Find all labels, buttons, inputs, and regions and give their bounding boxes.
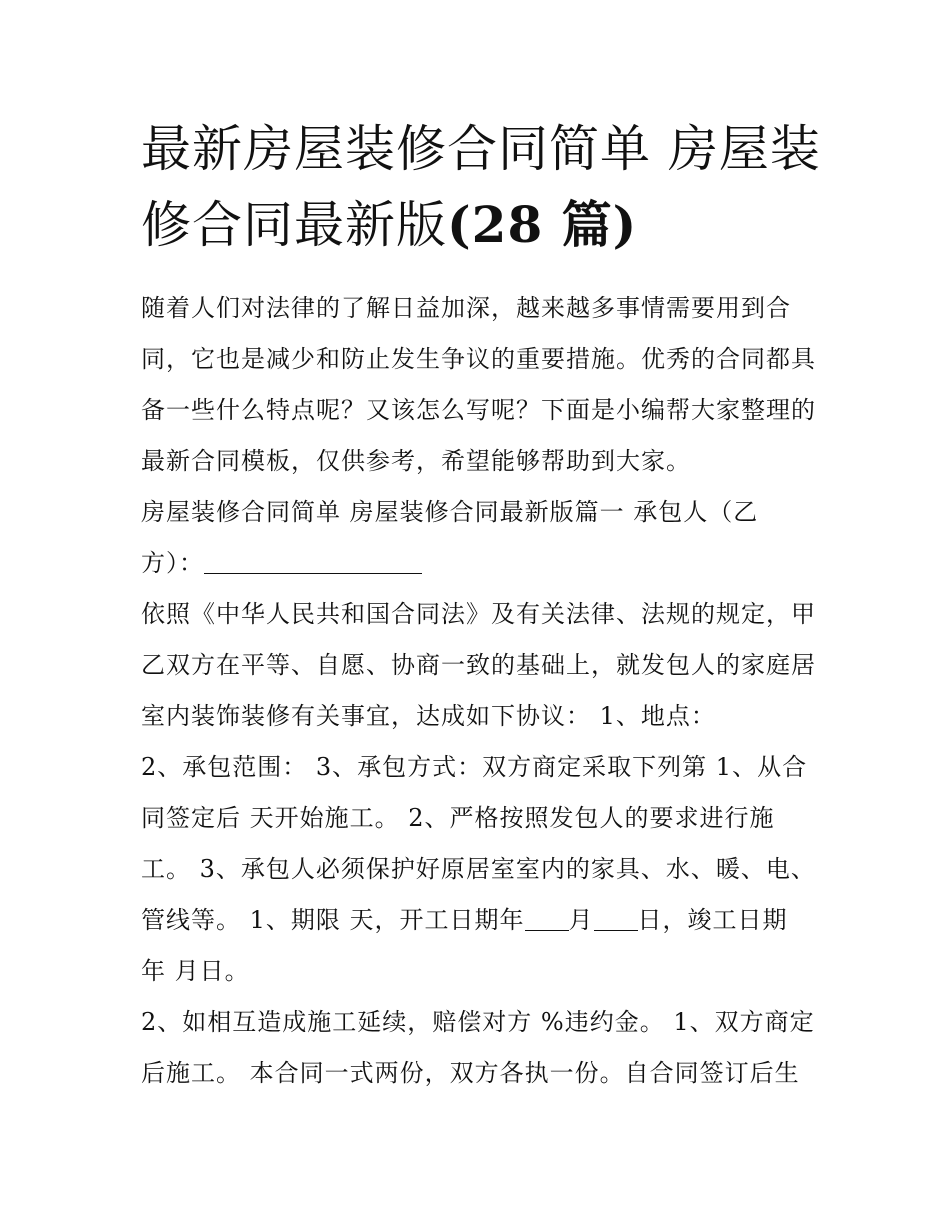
start-month-blank: [525, 906, 569, 931]
delay-paragraph: 2、如相互造成施工延续，赔偿对方 %违约金。 1、双方商定后施工。 本合同一式两份，双方各执一份。自合同签订后生: [141, 1008, 815, 1087]
section-heading-paragraph: [141, 487, 821, 589]
month-label: 月: [568, 906, 594, 934]
contractor-name-blank: [204, 549, 422, 574]
scope-paragraph: [141, 742, 821, 997]
section-heading-text: 房屋装修合同简单 房屋装修合同最新版篇一 承包人（乙方）：: [141, 498, 759, 577]
document-title: [141, 112, 821, 263]
title-text: 最新房屋装修合同简单 房屋装修合同最新版: [141, 120, 821, 254]
intro-paragraph: 随着人们对法律的了解日益加深，越来越多事情需要用到合同，它也是减少和防止发生争议的重要措施。优秀的合同都具备一些什么特点呢？又该怎么写呢？下面是小编帮大家整理的最新合同模板，仅供参考，希望能够帮助到大家。: [141, 294, 816, 475]
day-and-end-text: 日，竣工日期 年 月日。: [141, 906, 788, 985]
document-page: [141, 112, 821, 1099]
start-day-blank: [594, 906, 638, 931]
scope-text: 2、承包范围： 3、承包方式：双方商定采取下列第 1、从合同签定后 天开始施工。 2、严格按照发包人的要求进行施工。 3、承包人必须保护好原居室室内的家具、水、暖、电、管线等。 1、期限 天，开工日期年: [141, 753, 816, 934]
basis-paragraph: 依照《中华人民共和国合同法》及有关法律、法规的规定，甲乙双方在平等、自愿、协商一致的基础上，就发包人的家庭居室内装饰装修有关事宜，达成如下协议： 1、地点：: [141, 600, 816, 730]
title-number: (28 篇): [447, 195, 638, 254]
